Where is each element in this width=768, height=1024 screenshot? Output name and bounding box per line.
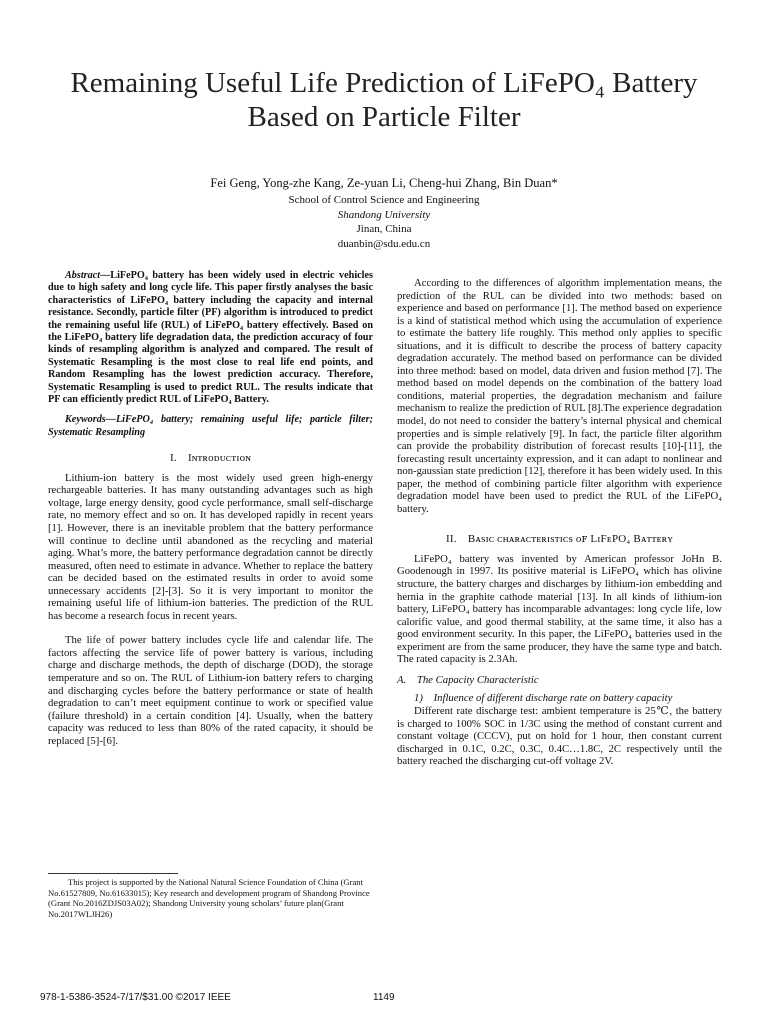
page-number: 1149: [373, 992, 395, 1003]
title-line-1: Remaining Useful Life Prediction of LiFePO₄ Battery: [70, 67, 698, 99]
section2-paragraph: LiFePO₄ battery was invented by American professor JoHn B. Goodenough in 1997. Its positive material is LiFePO₄ which has olivine structure, the battery charges and discharges by lithium-ion embedding and hernia in the graphite cathode material [13]. In all kinds of lithium-ion battery, LiFePO₄ battery has incomparable advantages: long cycle life, low calorific value, and good thermal stability, at the same time, it also has a good environment security. In this paper, the LiFePO₄ batteries used in the experiment are from the same producer, they have the same type and batch. The rated capacity is 2.3Ah.: [397, 552, 722, 666]
affiliation-email: duanbin@sdu.edu.cn: [337, 237, 431, 250]
affiliation-block: [0, 193, 768, 251]
intro-paragraph-2: The life of power battery includes cycle life and calendar life. The factors affecting the service life of power battery is various, including charge and discharge methods, the depth of discharge (DOD), the storage temperature and so on. The RUL of Lithium-ion battery refers to charging and discharging cycles before the battery performance or state of health degradation to can’t meet equipment continue to work or specified value (failure threshold) in a certain condition [4]. Usually, when the battery capacity was reduced to less than 80% of the rated capacity, it should be replaced [5]-[6].: [48, 634, 373, 747]
title-line-2: Based on Particle Filter: [247, 101, 521, 133]
abstract-lead: Abstract: [65, 270, 101, 281]
footnote-text: This project is supported by the National Natural Science Foundation of China (Grant No.61527809, No.61633015); Key research and development program of Shandong Province (Grant No.2016ZDJS03A02); Shandong University young scholars’ future plan(Grant No.2017WLJH26): [48, 877, 370, 919]
left-column: [48, 270, 373, 747]
copyright-footer: 978-1-5386-3524-7/17/$31.00 ©2017 IEEE: [40, 992, 231, 1003]
section-heading-introduction: I. Iɴᴛʀᴏᴅᴜᴄᴛɪᴏɴ: [170, 452, 251, 465]
author-list: Fei Geng, Yong-zhe Kang, Ze-yuan Li, Cheng-hui Zhang, Bin Duan*: [210, 176, 558, 190]
right-column: [397, 277, 722, 768]
keywords: Keywords—LiFePO₄ battery; remaining useful life; particle filter; Systematic Resampling: [48, 414, 373, 438]
paper-title: [30, 66, 738, 134]
affiliation-city: Jinan, China: [356, 223, 412, 235]
subsubsection-heading-discharge-rate: 1) Influence of different discharge rate on battery capacity: [414, 692, 673, 705]
affiliation-university: Shandong University: [337, 208, 431, 221]
affiliation-school: School of Control Science and Engineering: [288, 194, 480, 206]
footnote: [48, 873, 373, 919]
abstract: [48, 270, 373, 406]
section-heading-basic-characteristics: II. Bᴀsɪᴄ ᴄʜᴀʀᴀᴄᴛᴇʀɪsᴛɪᴄs ᴏꜰ LɪFᴇPO₄ Bᴀᴛᴛᴇʀʏ: [446, 533, 673, 546]
subsubsection-paragraph: Different rate discharge test: ambient temperature is 25℃, the battery is charged to 100% SOC in 1/3C using the method of constant current and constant voltage (CCCV), put on hold for 1 hour, then constant current discharged in 0.1C, 0.2C, 0.3C, 0.4C…1.8C, 2C respectively until the battery reached the discharging cut-off voltage 2V.: [397, 704, 722, 768]
subsection-heading-capacity: A. The Capacity Characteristic: [397, 673, 539, 686]
intro-paragraph-1: Lithium-ion battery is the most widely used green high-energy rechargeable batteries. It has many outstanding advantages such as high voltage, large energy density, good cycle performance, small self-discharge rate, no memory effect and so on. It has developed rapidly in recent years [1]. However, there is an inevitable problem that the battery performance will continue to decline until abandoned as the recycling and material aging. What’s more, the battery performance degradation cannot be directly measured, often need to estimate in advance. Whether to replace the battery can be decided based on the estimated results in order to avoid some unnecessary accidents [2]-[3]. So it is very important to monitor the remaining useful life of lithium-ion batteries. The prediction of the RUL has become a research focus in recent years.: [48, 471, 373, 622]
right-paragraph-1: According to the differences of algorithm implementation means, the prediction of the RUL can be divided into two methods: based on experience and based on performance [1]. The method based on experience is a kind of statistical method which using the accumulation of experience to estimate the battery life roughly. This method only applies to specific situations, and it is difficult to describe the process of battery capacity degradation accurately. The method based on performance can be divided into three method: based on model, data driven and fusion method [7]. The method based on model depends on the combination of the battery load conditions, material properties, the degradation mechanism and failure mechanism to realize the prediction of RUL [8].The experience degradation model, do not need to consider the battery’s internal physical and chemical properties and is simple relatively [9]. In fact, the particle filter algorithm can provide the probability distribution of forecast results [10]-[11], the forecasting result uncertainty expression, and it can adapt to nonlinear and non-gaussian state prediction [12], therefore it has been widely used. In this paper, the method of combining particle filter algorithm with experience degradation model have been used to predict the RUL of the LiFePO₄ battery.: [397, 277, 722, 515]
footnote-rule: [48, 873, 178, 874]
abstract-text: —LiFePO₄ battery has been widely used in electric vehicles due to high safety and long cycle life. This paper firstly analyses the basic characteristics of LiFePO₄ battery including the capacity and internal resistance. Secondly, particle filter (PF) algorithm is introduced to predict the remaining useful life (RUL) of LiFePO₄ battery effectively. Based on the LiFePO₄ battery life degradation data, the prediction accuracy of four kinds of resampling algorithm is analyzed and compared. The result of Systematic Resampling is the most close to real life end points, and Random Resampling has the lowest prediction accuracy. Therefore, Systematic Resampling is used to predict RUL. The results indicate that PF can efficiently predict RUL of LiFePO₄ Battery.: [48, 270, 373, 406]
